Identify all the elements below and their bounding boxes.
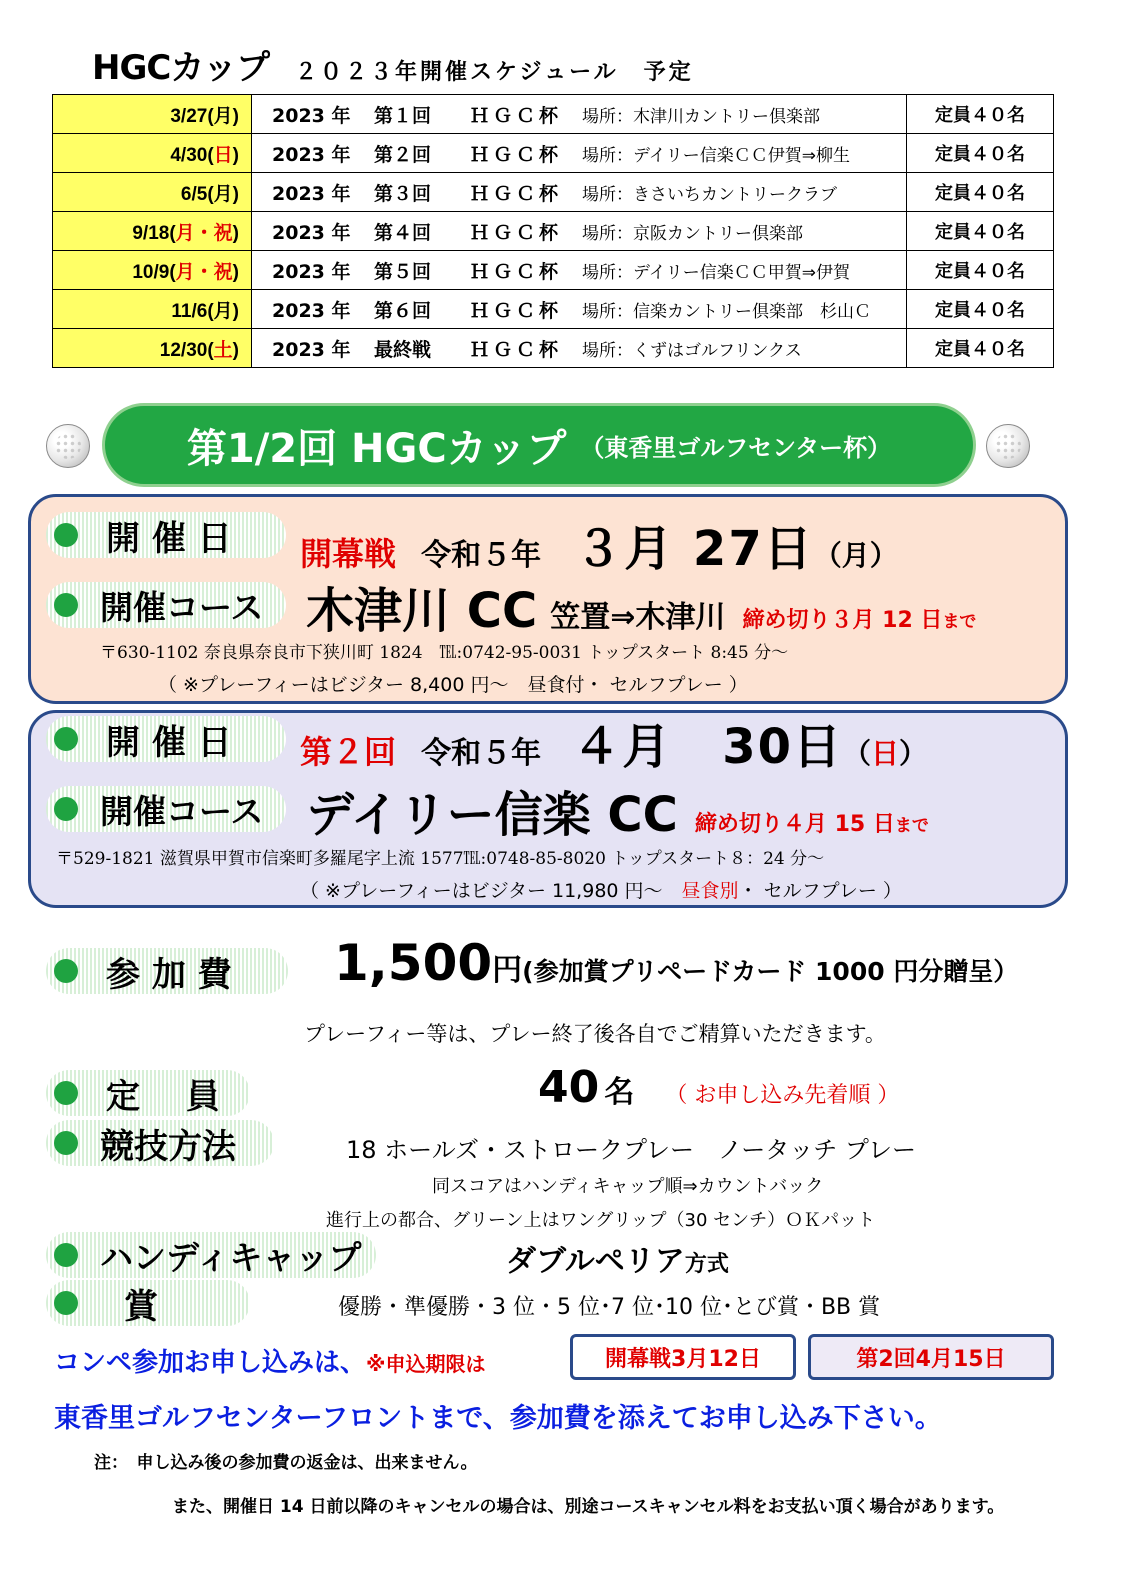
- schedule-place: 場所：木津川カントリー倶楽部: [582, 106, 820, 127]
- schedule-event: 2023 年 最終戦 ＨＧＣ杯 場所：くずはゴルフリンクス: [252, 329, 907, 368]
- schedule-event: 2023 年 第５回 ＨＧＣ杯 場所：デイリー信楽ＣＣ甲賀⇒伊賀: [252, 251, 907, 290]
- schedule-place: 場所：デイリー信楽ＣＣ伊賀⇒柳生: [582, 145, 851, 166]
- schedule-day: 月: [213, 105, 233, 127]
- schedule-date: 11/6(月): [53, 290, 252, 329]
- event1-date: 開幕戦 令和５年 ３月 27日（月）: [300, 521, 898, 577]
- event2-address: 〒529-1821 滋賀県甲賀市信楽町多羅尾字上流 1577℡:0748-85-8020 トップスタート８：24 分～: [56, 849, 825, 869]
- schedule-place: 場所：信楽カントリー倶楽部 杉山Ｃ: [582, 301, 871, 322]
- event-banner: [102, 403, 976, 487]
- bullet-icon: [54, 1131, 78, 1155]
- schedule-capacity: 定員４０名: [907, 134, 1054, 173]
- schedule-place: 場所：デイリー信楽ＣＣ甲賀⇒伊賀: [582, 262, 851, 283]
- page-title: [92, 40, 694, 89]
- schedule-table: [52, 94, 1054, 368]
- table-row: [53, 95, 1054, 134]
- event2-tag: 第２回: [300, 733, 397, 771]
- event1-deadline: 締め切り３月 12 日まで: [742, 608, 977, 633]
- table-row: [53, 134, 1054, 173]
- event1-tag: 開幕戦: [300, 535, 397, 573]
- fee-value: [334, 934, 1018, 992]
- capacity-value: 40 名 （ お申し込み先着順 ）: [538, 1062, 900, 1113]
- event2-deadline: 締め切り４月 15 日まで: [694, 812, 929, 837]
- schedule-capacity: 定員４０名: [907, 212, 1054, 251]
- schedule-day: 月・祝: [175, 261, 233, 283]
- schedule-date: 6/5(月): [53, 173, 252, 212]
- schedule-place: 場所：京阪カントリー倶楽部: [582, 223, 803, 244]
- banner-subtitle: （東香里ゴルフセンター杯）: [580, 433, 892, 462]
- fee-label: 参 加 費: [46, 948, 288, 994]
- prize-label: 賞: [46, 1280, 250, 1326]
- schedule-event: 2023 年 第２回 ＨＧＣ杯 場所：デイリー信楽ＣＣ伊賀⇒柳生: [252, 134, 907, 173]
- schedule-date: 10/9(月・祝): [53, 251, 252, 290]
- schedule-event: 2023 年 第４回 ＨＧＣ杯 場所：京阪カントリー倶楽部: [252, 212, 907, 251]
- event2-course-label: 開催コース: [46, 786, 286, 832]
- schedule-date: 3/27(月): [53, 95, 252, 134]
- capacity-note: （ お申し込み先着順 ）: [665, 1083, 900, 1108]
- event1-era: 令和５年: [421, 538, 542, 573]
- event1-date-value: ３月 27日: [574, 521, 814, 577]
- event2-date-label: 開 催 日: [46, 716, 286, 762]
- event1-course: [306, 572, 976, 641]
- banner-title: 第1/2回 HGCカップ: [186, 425, 567, 472]
- table-row: [53, 212, 1054, 251]
- handicap-value: ダブルペリア方式: [506, 1244, 729, 1279]
- golf-ball-icon: [986, 424, 1030, 468]
- table-row: [53, 251, 1054, 290]
- schedule-capacity: 定員４０名: [907, 329, 1054, 368]
- schedule-event: 2023 年 第３回 ＨＧＣ杯 場所：きさいちカントリークラブ: [252, 173, 907, 212]
- event2-dow: 日: [871, 737, 900, 770]
- event2-fee-note: （ ※プレーフィーはビジター 11,980 円～ 昼食別・ セルフプレー ）: [300, 880, 902, 902]
- note-cancel: また、開催日 14 日前以降のキャンセルの場合は、別途コースキャンセル料をお支払い頂く場合があります。: [172, 1497, 1005, 1517]
- deadline-box-opening: 開幕戦3月12日: [570, 1334, 796, 1380]
- fee-detail: (参加賞プリペードカード 1000 円分贈呈）: [522, 957, 1019, 986]
- fee-note: プレーフィー等は、プレー終了後各自でご精算いただきます。: [304, 1022, 886, 1046]
- schedule-day: 日: [213, 144, 233, 166]
- handicap-label: ハンディキャップ: [46, 1232, 376, 1278]
- event1-fee-note: （ ※プレーフィーはビジター 8,400 円～ 昼食付・ セルフプレー ）: [158, 674, 748, 696]
- event1-course-label: 開催コース: [46, 582, 286, 628]
- method-note2: 進行上の都合、グリーン上はワングリップ（30 センチ）ＯＫパット: [326, 1210, 876, 1231]
- apply-line1: コンペ参加お申し込みは、※申込期限は: [54, 1348, 486, 1378]
- schedule-capacity: 定員４０名: [907, 173, 1054, 212]
- event2-date-value: ４月 30日: [572, 719, 844, 775]
- deadline-box-second: 第2回4月15日: [808, 1334, 1054, 1380]
- event1-date-label: 開 催 日: [46, 512, 286, 558]
- schedule-place: 場所：くずはゴルフリンクス: [582, 340, 802, 361]
- schedule-day: 月: [213, 183, 233, 205]
- apply-line2: 東香里ゴルフセンターフロントまで、参加費を添えてお申し込み下さい。: [54, 1403, 942, 1434]
- capacity-label: 定 員: [46, 1070, 250, 1116]
- bullet-icon: [54, 727, 78, 751]
- event1-course-route: 笠置⇒木津川: [550, 600, 726, 635]
- schedule-capacity: 定員４０名: [907, 251, 1054, 290]
- event1-course-name: 木津川 CC: [306, 583, 538, 639]
- schedule-capacity: 定員４０名: [907, 290, 1054, 329]
- bullet-icon: [54, 959, 78, 983]
- schedule-date: 4/30(日): [53, 134, 252, 173]
- bullet-icon: [54, 593, 78, 617]
- schedule-date: 9/18(月・祝): [53, 212, 252, 251]
- table-row: [53, 173, 1054, 212]
- event2-course-name: デイリー信楽 CC: [306, 787, 678, 843]
- title-sub: ２０２３年開催スケジュール 予定: [294, 60, 694, 85]
- event2-era: 令和５年: [421, 736, 542, 771]
- fee-amount: 1,500: [334, 934, 493, 992]
- bullet-icon: [54, 797, 78, 821]
- note-refund: 注： 申し込み後の参加費の返金は、出来ません。: [94, 1453, 478, 1473]
- bullet-icon: [54, 1291, 78, 1315]
- bullet-icon: [54, 523, 78, 547]
- schedule-date: 12/30(土): [53, 329, 252, 368]
- schedule-day: 月・祝: [175, 222, 233, 244]
- table-row: [53, 329, 1054, 368]
- golf-ball-icon: [46, 424, 90, 468]
- schedule-place: 場所：きさいちカントリークラブ: [582, 184, 837, 205]
- bullet-icon: [54, 1243, 78, 1267]
- event2-course: [306, 776, 929, 845]
- schedule-event: 2023 年 第６回 ＨＧＣ杯 場所：信楽カントリー倶楽部 杉山Ｃ: [252, 290, 907, 329]
- method-note1: 同スコアはハンディキャップ順⇒カウントバック: [432, 1176, 824, 1197]
- event1-address: 〒630-1102 奈良県奈良市下狭川町 1824 ℡:0742-95-0031 トップスタート 8:45 分～: [100, 643, 789, 663]
- fee-yen: 円: [492, 953, 523, 988]
- schedule-day: 土: [213, 339, 233, 361]
- schedule-event: 2023 年 第１回 ＨＧＣ杯 場所：木津川カントリー倶楽部: [252, 95, 907, 134]
- apply-deadline-label: ※申込期限は: [366, 1352, 486, 1376]
- prize-value: 優勝・準優勝・3 位・5 位･7 位･10 位･とび賞・BB 賞: [338, 1295, 881, 1320]
- event2-date: 第２回 令和５年 ４月 30日（日）: [300, 719, 928, 775]
- title-main: HGCカップ: [92, 48, 269, 88]
- method-label: 競技方法: [46, 1120, 274, 1166]
- bullet-icon: [54, 1081, 78, 1105]
- table-row: [53, 290, 1054, 329]
- schedule-capacity: 定員４０名: [907, 95, 1054, 134]
- schedule-day: 月: [213, 300, 233, 322]
- event1-dow: 月: [841, 539, 870, 572]
- event2-lunch-note: 昼食別: [681, 880, 739, 902]
- method-value: 18 ホールズ・ストロークプレー ノータッチ プレー: [346, 1136, 916, 1164]
